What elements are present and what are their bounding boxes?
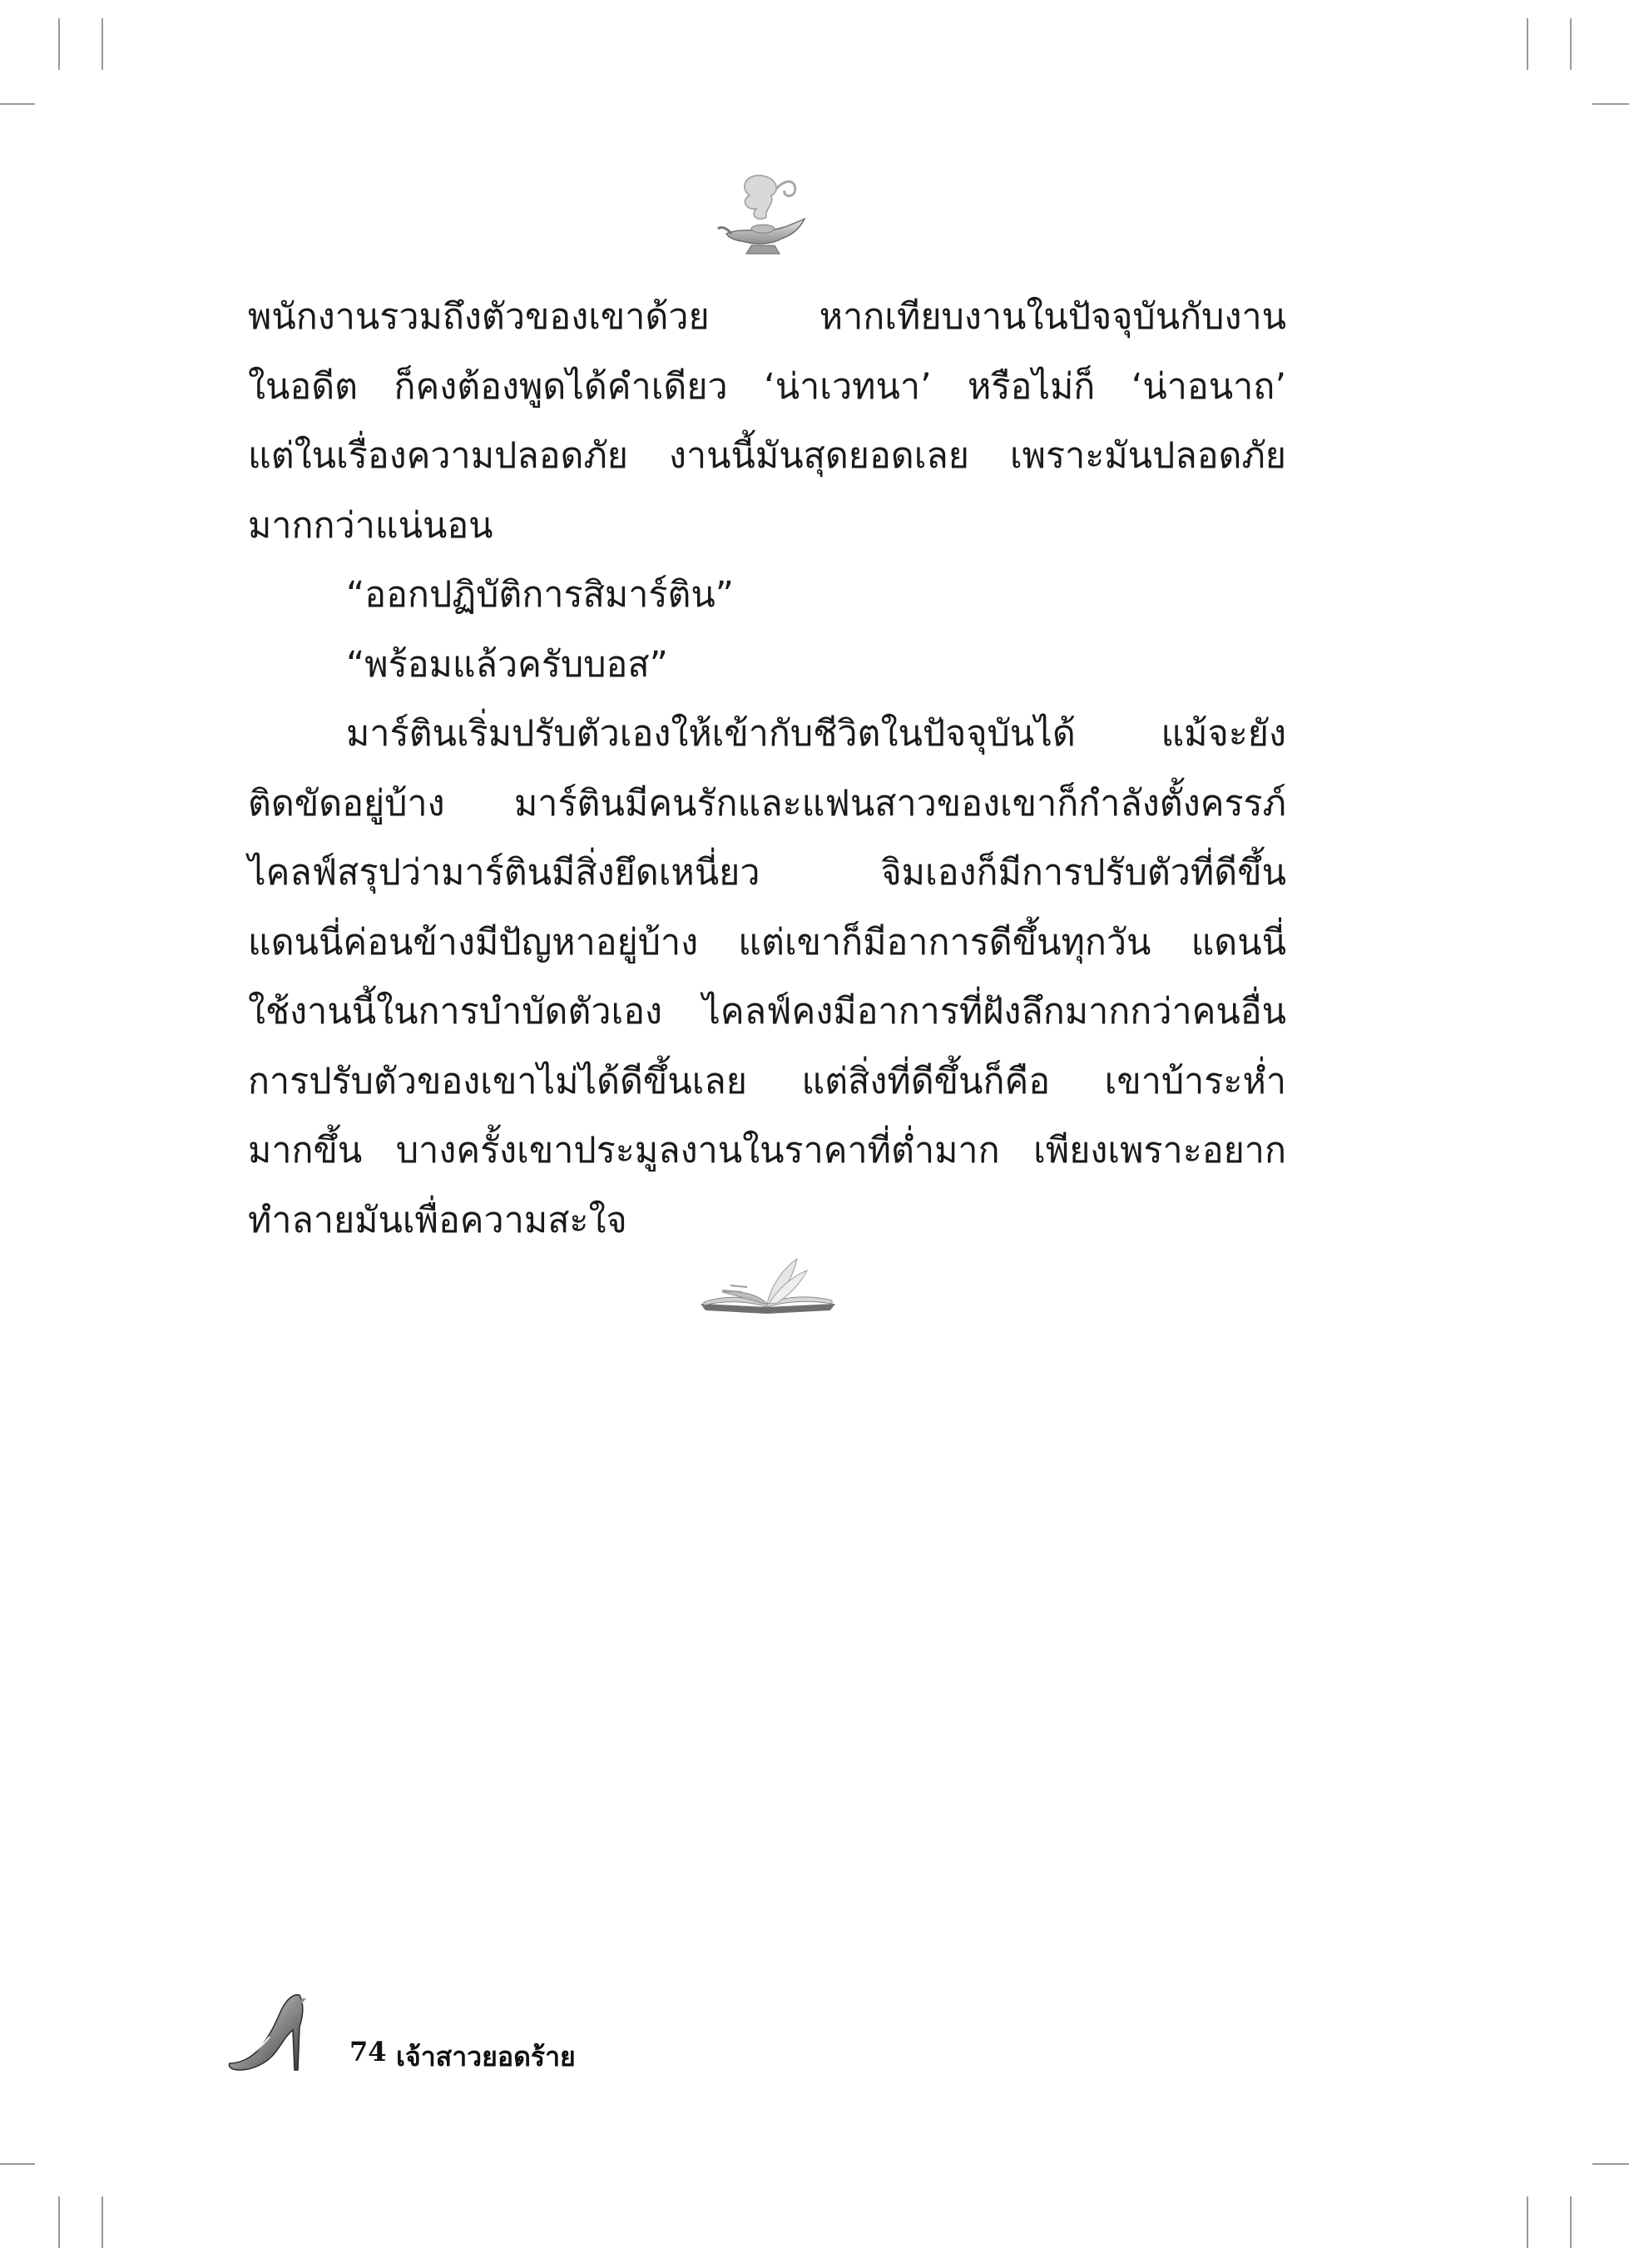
crop-mark bbox=[0, 103, 35, 105]
crop-mark bbox=[102, 2196, 103, 2248]
body-text bbox=[248, 283, 1286, 1255]
text-line: มาร์ตินเริ่มปรับตัวเองให้เข้ากับชีวิตในปัจจุบันได้ แม้จะยัง bbox=[346, 713, 1286, 755]
crop-mark bbox=[102, 18, 103, 70]
text-line: พนักงานรวมถึงตัวของเขาด้วย หากเทียบงานในปัจจุบันกับงาน bbox=[248, 296, 1286, 338]
text-line: แดนนี่ค่อนข้างมีปัญหาอยู่บ้าง แต่เขาก็มีอาการดีขึ้นทุกวัน แดนนี่ bbox=[248, 921, 1286, 963]
text-line: ติดขัดอยู่บ้าง มาร์ตินมีคนรักและแฟนสาวของเขาก็กำลังตั้งครรภ์ bbox=[248, 782, 1286, 825]
crop-mark bbox=[58, 2196, 60, 2248]
crop-mark bbox=[1527, 2196, 1528, 2248]
crop-mark bbox=[1570, 18, 1572, 70]
page-footer bbox=[223, 1990, 722, 2073]
page-number: 74 bbox=[349, 2036, 387, 2067]
dialogue-line: “พร้อมแล้วครับบอส” bbox=[346, 643, 668, 686]
dialogue-line: “ออกปฏิบัติการสิมาร์ติน” bbox=[346, 574, 735, 616]
crop-mark bbox=[1592, 2163, 1629, 2165]
text-line: ไคลฟ์สรุปว่ามาร์ตินมีสิ่งยึดเหนี่ยว จิมเองก็มีการปรับตัวที่ดีขึ้น bbox=[248, 852, 1286, 894]
text-line: ใช้งานนี้ในการบำบัดตัวเอง ไคลฟ์คงมีอาการที่ฝังลึกมากกว่าคนอื่น bbox=[248, 991, 1286, 1032]
book-title: เจ้าสาวยอดร้าย bbox=[396, 2041, 576, 2072]
crop-mark bbox=[1527, 18, 1528, 70]
text-line: ทำลายมันเพื่อความสะใจ bbox=[248, 1199, 627, 1241]
crop-mark bbox=[58, 18, 60, 70]
genie-lamp-icon bbox=[711, 171, 819, 270]
crop-mark bbox=[1570, 2196, 1572, 2248]
text-line: มากกว่าแน่นอน bbox=[248, 504, 493, 547]
text-line: แต่ในเรื่องความปลอดภัย งานนี้มันสุดยอดเลย เพราะมันปลอดภัย bbox=[248, 435, 1286, 477]
crop-mark bbox=[1592, 103, 1629, 105]
text-line: ในอดีต ก็คงต้องพูดได้คำเดียว ‘น่าเวทนา’ หรือไม่ก็ ‘น่าอนาถ’ bbox=[248, 365, 1286, 408]
text-line: การปรับตัวของเขาไม่ได้ดีขึ้นเลย แต่สิ่งที่ดีขึ้นก็คือ เขาบ้าระห่ำ bbox=[248, 1060, 1286, 1102]
open-book-icon bbox=[697, 1252, 839, 1319]
crop-mark bbox=[0, 2163, 35, 2165]
text-line: มากขึ้น บางครั้งเขาประมูลงานในราคาที่ต่ำมาก เพียงเพราะอยาก bbox=[248, 1130, 1286, 1171]
high-heel-shoe-icon bbox=[223, 1990, 314, 2073]
